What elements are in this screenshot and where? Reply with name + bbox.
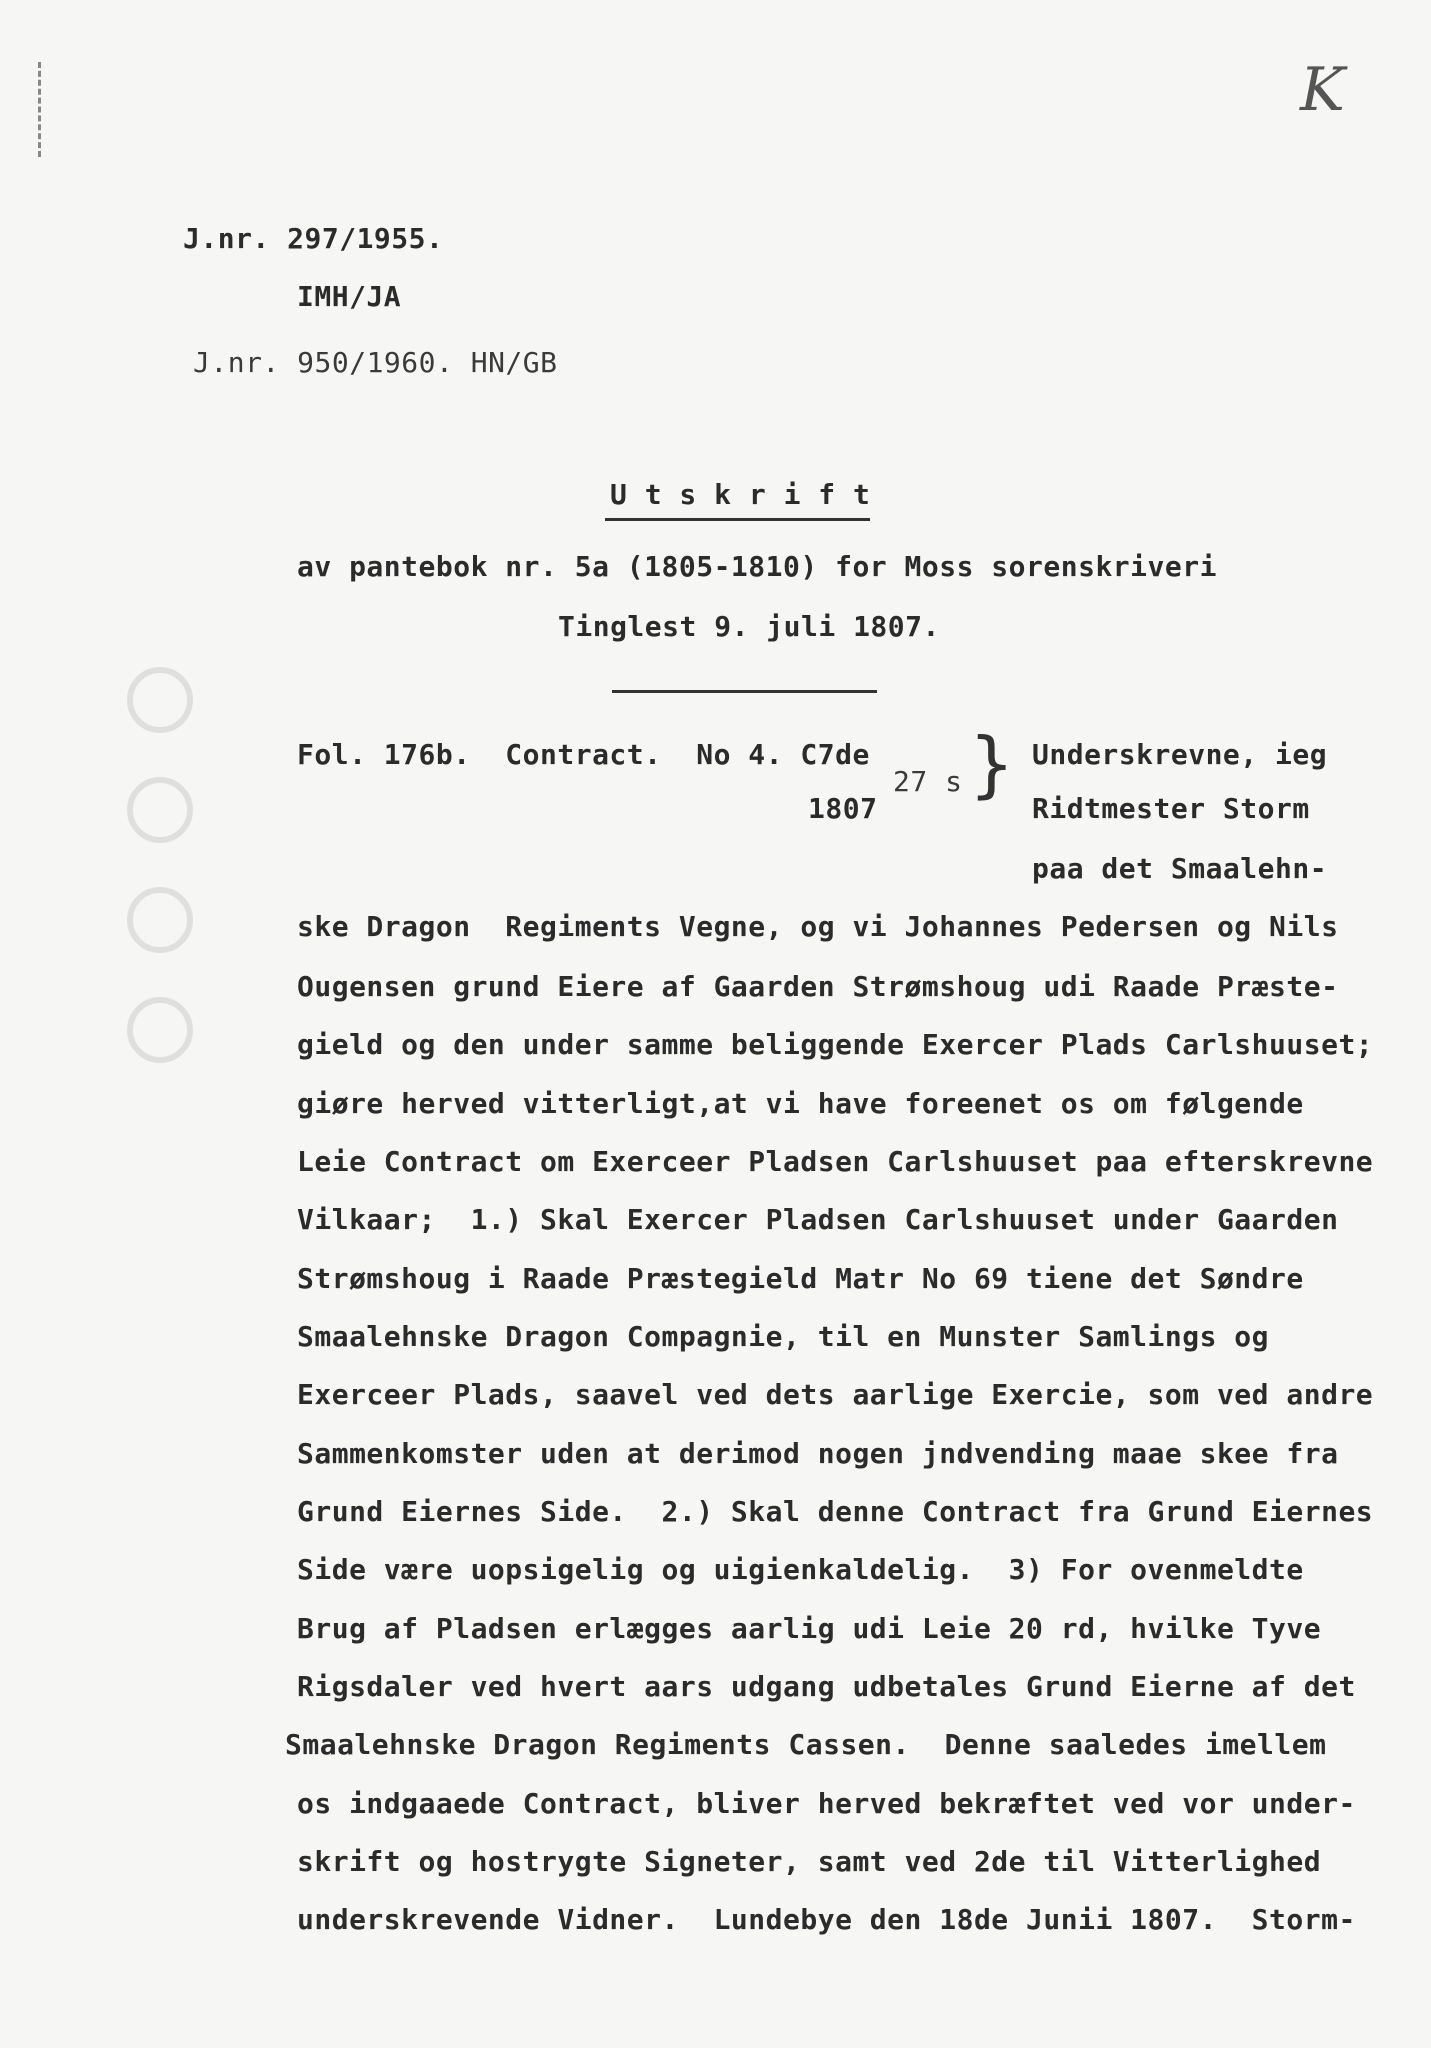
body-line: Smaalehnske Dragon Compagnie, til en Munster Samlings og <box>297 1320 1270 1353</box>
folio-line: Fol. 176b. Contract. No 4. C7de <box>297 738 870 771</box>
body-line: Leie Contract om Exerceer Pladsen Carlshuuset paa efterskrevne <box>297 1145 1374 1178</box>
body-line: Sammenkomster uden at derimod nogen jndvending maae skee fra <box>297 1437 1339 1470</box>
folio-date-marker: 27 s <box>893 765 963 798</box>
entry-right-line-3: paa det Smaalehn- <box>1032 852 1328 885</box>
faded-stamp-watermark <box>120 640 200 1080</box>
title-underline <box>605 518 870 521</box>
folio-year: 1807 <box>808 792 878 825</box>
body-line: Grund Eiernes Side. 2.) Skal denne Contract fra Grund Eiernes <box>297 1495 1374 1528</box>
body-line: Ougensen grund Eiere af Gaarden Strømshoug udi Raade Præste- <box>297 970 1339 1003</box>
body-line: skrift og hostrygte Signeter, samt ved 2de til Vitterlighed <box>297 1845 1322 1878</box>
handwritten-corner-mark: K <box>1300 55 1345 125</box>
body-line: ske Dragon Regiments Vegne, og vi Johannes Pedersen og Nils <box>297 910 1339 943</box>
body-line: giøre herved vitterligt,at vi have foreenet os om følgende <box>297 1087 1304 1120</box>
body-line: Side være uopsigelig og uigienkaldelig. 3) For ovenmeldte <box>297 1553 1304 1586</box>
journal-number-2: J.nr. 950/1960. HN/GB <box>193 346 558 379</box>
journal-number-1: J.nr. 297/1955. <box>183 222 444 255</box>
initials-1: IMH/JA <box>297 280 402 313</box>
document-subtitle: av pantebok nr. 5a (1805-1810) for Moss sorenskriveri <box>297 550 1217 583</box>
body-line: Smaalehnske Dragon Regiments Cassen. Denne saaledes imellem <box>285 1728 1327 1761</box>
body-line: gield og den under samme beliggende Exercer Plads Carlshuuset; <box>297 1028 1374 1061</box>
document-title: U t s k r i f t <box>610 478 871 511</box>
body-line: Exerceer Plads, saavel ved dets aarlige Exercie, som ved andre <box>297 1378 1374 1411</box>
body-line: underskrevende Vidner. Lundebye den 18de Junii 1807. Storm- <box>297 1903 1356 1936</box>
registration-date: Tinglest 9. juli 1807. <box>558 610 940 643</box>
margin-punch-marks <box>38 62 45 157</box>
body-line: os indgaaede Contract, bliver herved bekræftet ved vor under- <box>297 1787 1356 1820</box>
section-divider <box>612 690 877 693</box>
body-line: Rigsdaler ved hvert aars udgang udbetales Grund Eierne af det <box>297 1670 1356 1703</box>
entry-right-line-2: Ridtmester Storm <box>1032 792 1310 825</box>
entry-right-line-1: Underskrevne, ieg <box>1032 738 1328 771</box>
body-line: Brug af Pladsen erlægges aarlig udi Leie 20 rd, hvilke Tyve <box>297 1612 1322 1645</box>
body-line: Strømshoug i Raade Præstegield Matr No 69 tiene det Søndre <box>297 1262 1304 1295</box>
curly-brace: } <box>970 722 1014 806</box>
body-line: Vilkaar; 1.) Skal Exercer Pladsen Carlshuuset under Gaarden <box>297 1203 1339 1236</box>
